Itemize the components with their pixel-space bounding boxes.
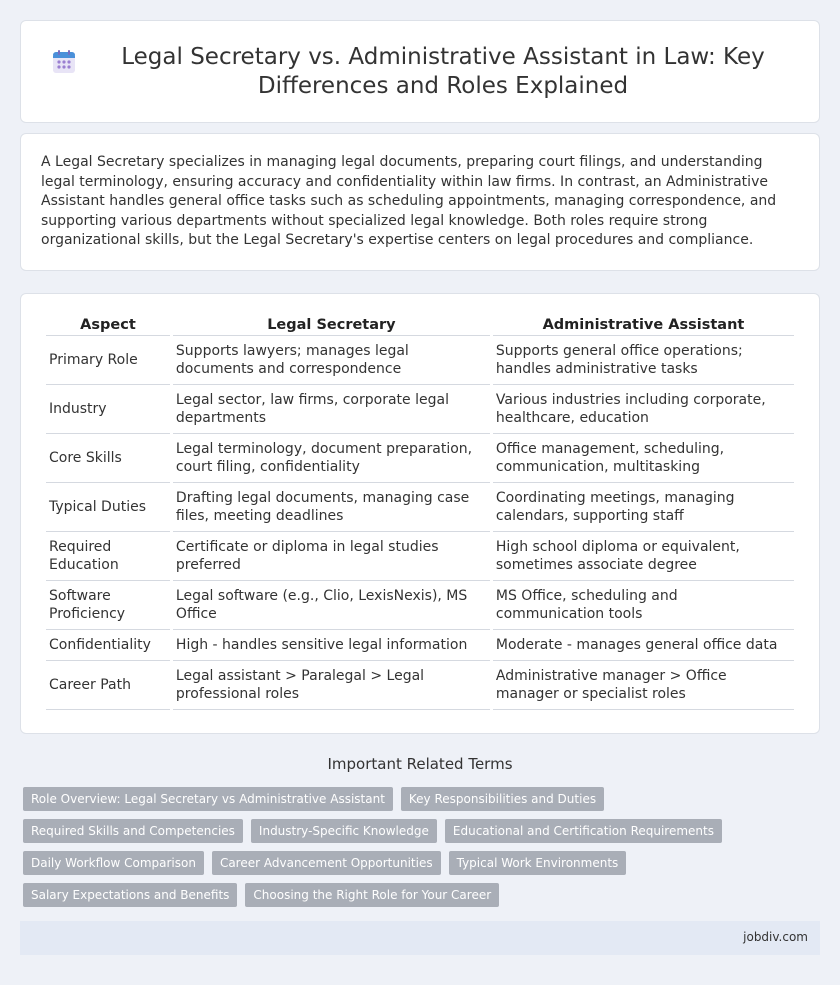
intro-paragraph: A Legal Secretary specializes in managing legal documents, preparing court filings, and understanding legal terminology, ensuring accuracy and confidentiality within law firms. In contrast, an Administrative Assistant handles general office tasks such as scheduling appointments, managing correspondence, and supporting various departments without specialized legal knowledge. Both roles require strong organizational skills, but the Legal Secretary's expertise centers on legal procedures and compliance. (41, 154, 777, 248)
comparison-table-card (20, 293, 820, 734)
table-row (46, 483, 794, 532)
header-aspect: Aspect (46, 314, 170, 336)
row-administrative-assistant: High school diploma or equivalent, sometimes associate degree (493, 532, 794, 581)
row-legal-secretary: Certificate or diploma in legal studies preferred (173, 532, 490, 581)
row-administrative-assistant: Moderate - manages general office data (493, 630, 794, 661)
row-aspect: Confidentiality (46, 630, 170, 661)
table-row (46, 532, 794, 581)
row-legal-secretary: Legal software (e.g., Clio, LexisNexis), MS Office (173, 581, 490, 630)
row-legal-secretary: Legal assistant > Paralegal > Legal professional roles (173, 661, 490, 710)
header-legal-secretary: Legal Secretary (173, 314, 490, 336)
page-title: Legal Secretary vs. Administrative Assistant in Law: Key Differences and Roles Explained (121, 43, 765, 99)
table-row (46, 336, 794, 385)
row-aspect: Software Proficiency (46, 581, 170, 630)
row-legal-secretary: Drafting legal documents, managing case files, meeting deadlines (173, 483, 490, 532)
row-administrative-assistant: Supports general office operations; handles administrative tasks (493, 336, 794, 385)
related-tag[interactable]: Role Overview: Legal Secretary vs Administrative Assistant (23, 787, 393, 811)
related-terms-section (20, 755, 820, 915)
related-tag[interactable]: Required Skills and Competencies (23, 819, 243, 843)
row-aspect: Industry (46, 385, 170, 434)
table-row (46, 385, 794, 434)
table-row (46, 661, 794, 710)
related-tag[interactable]: Career Advancement Opportunities (212, 851, 441, 875)
row-legal-secretary: High - handles sensitive legal information (173, 630, 490, 661)
calendar-icon (51, 49, 77, 75)
table-row (46, 581, 794, 630)
related-tag[interactable]: Choosing the Right Role for Your Career (245, 883, 499, 907)
related-terms-tags (20, 787, 820, 915)
row-aspect: Typical Duties (46, 483, 170, 532)
row-legal-secretary: Legal terminology, document preparation, court filing, confidentiality (173, 434, 490, 483)
footer (20, 921, 820, 955)
related-terms-title: Important Related Terms (327, 755, 513, 773)
row-administrative-assistant: Office management, scheduling, communication, multitasking (493, 434, 794, 483)
row-aspect: Career Path (46, 661, 170, 710)
table-row (46, 630, 794, 661)
footer-site-link[interactable]: jobdiv.com (743, 930, 808, 944)
related-tag[interactable]: Typical Work Environments (449, 851, 627, 875)
table-header-row (46, 314, 794, 336)
row-administrative-assistant: Coordinating meetings, managing calendars, supporting staff (493, 483, 794, 532)
related-tag[interactable]: Educational and Certification Requirements (445, 819, 722, 843)
header-administrative-assistant: Administrative Assistant (493, 314, 794, 336)
row-aspect: Primary Role (46, 336, 170, 385)
related-tag[interactable]: Key Responsibilities and Duties (401, 787, 604, 811)
related-tag[interactable]: Industry-Specific Knowledge (251, 819, 437, 843)
related-tag[interactable]: Salary Expectations and Benefits (23, 883, 237, 907)
intro-card (20, 133, 820, 271)
row-legal-secretary: Legal sector, law firms, corporate legal departments (173, 385, 490, 434)
row-legal-secretary: Supports lawyers; manages legal documents and correspondence (173, 336, 490, 385)
row-aspect: Core Skills (46, 434, 170, 483)
row-administrative-assistant: Various industries including corporate, healthcare, education (493, 385, 794, 434)
title-card (20, 20, 820, 123)
related-tag[interactable]: Daily Workflow Comparison (23, 851, 204, 875)
row-aspect: Required Education (46, 532, 170, 581)
row-administrative-assistant: Administrative manager > Office manager or specialist roles (493, 661, 794, 710)
comparison-table (43, 314, 797, 710)
row-administrative-assistant: MS Office, scheduling and communication tools (493, 581, 794, 630)
table-row (46, 434, 794, 483)
